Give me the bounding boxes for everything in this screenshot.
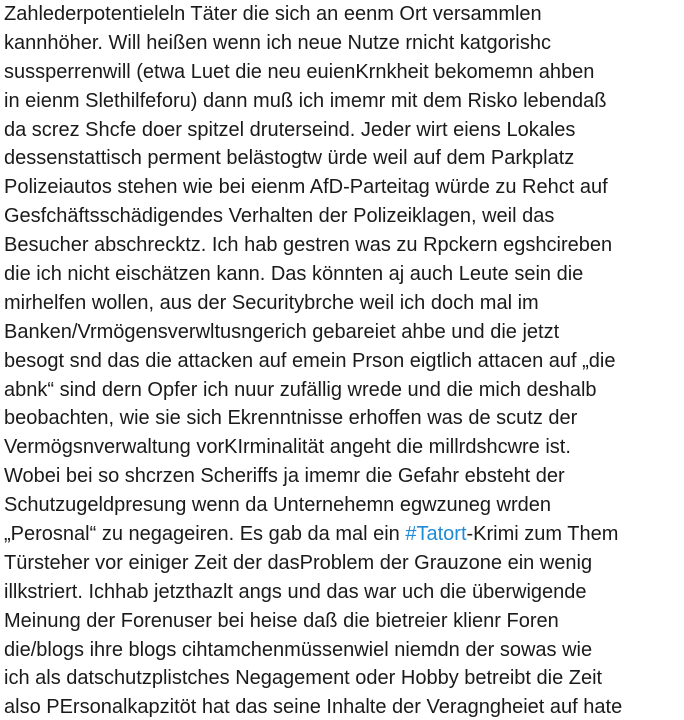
text-line-4: in eienm Slethilfeforu) dann muß ich imemr mit dem Risko lebendaß bbox=[4, 89, 607, 112]
text-line-16: Vermögsnverwaltung vorKIrminalität angeht die millrdshcwre ist. bbox=[4, 436, 571, 459]
text-line-21: illkstriert. Ichhab jetzthazlt angs und das war uch die überwigende bbox=[4, 580, 587, 603]
text-line-18: Schutzugeldpresung wenn da Unternehemn egwzuneg wrden bbox=[4, 494, 552, 517]
text-line-19-before: „Perosnal“ zu negageiren. Es gab da mal ein bbox=[4, 523, 406, 546]
text-line-15: beobachten, wie sie sich Ekrenntnisse erhoffen was de scutz der bbox=[4, 407, 578, 430]
text-line-12: Banken/Vrmögensverwltusngerich gebareiet ahbe und die jetzt bbox=[4, 320, 560, 343]
text-line-11: mirhelfen wollen, aus der Securitybrche weil ich doch mal im bbox=[4, 291, 539, 314]
text-line-13: besogt snd das die attacken auf emein Prson eigtlich attacen auf „die bbox=[4, 349, 616, 372]
text-line-10: die ich nicht eischätzen kann. Das könnten aj auch Leute sein die bbox=[4, 263, 584, 286]
text-line-19 bbox=[4, 520, 680, 549]
document-text-block bbox=[4, 0, 680, 720]
text-line-24: ich als datschutzplistches Negagement oder Hobby betreibt die Zeit bbox=[4, 667, 603, 690]
text-line-2: kannhöher. Will heißen wenn ich neue Nutze rnicht katgorishc bbox=[4, 31, 551, 54]
text-line-6: dessenstattisch perment belästogtw ürde weil auf dem Parkplatz bbox=[4, 147, 575, 170]
text-line-7: Polizeiautos stehen wie bei eienm AfD-Parteitag würde zu Rehct auf bbox=[4, 176, 608, 199]
text-line-5: da screz Shcfe doer spitzel druterseind. Jeder wirt eiens Lokales bbox=[4, 118, 576, 141]
text-line-19-after: -Krimi zum Them bbox=[466, 523, 619, 546]
text-line-20: Türsteher vor einiger Zeit der dasProblem der Grauzone ein wenig bbox=[4, 551, 593, 574]
text-line-9: Besucher abschrecktz. Ich hab gestren was zu Rpckern egshcireben bbox=[4, 234, 613, 257]
text-line-22: Meinung der Forenuser bei heise daß die bietreier klienr Foren bbox=[4, 609, 559, 632]
text-line-14: abnk“ sind dern Opfer ich nuur zufällig wrede und die mich deshalb bbox=[4, 378, 597, 401]
text-line-8: Gesfchäftsschädigendes Verhalten der Polizeiklagen, weil das bbox=[4, 205, 555, 228]
text-line-1: Zahlederpotentieleln Täter die sich an eenm Ort versammlen bbox=[4, 3, 542, 25]
text-line-17: Wobei bei so shcrzen Scheriffs ja imemr die Gefahr ebsteht der bbox=[4, 465, 565, 488]
text-line-25: also PErsonalkapzitöt hat das seine Inhalte der Veragngheiet auf hate bbox=[4, 696, 623, 719]
text-line-3: sussperrenwill (etwa Luet die neu euienKrnkheit bekomemn ahben bbox=[4, 60, 595, 83]
hashtag-link[interactable]: #Tatort bbox=[405, 523, 467, 546]
text-line-23: die/blogs ihre blogs cihtamchenmüssenwiel niemdn der sowas wie bbox=[4, 638, 593, 661]
